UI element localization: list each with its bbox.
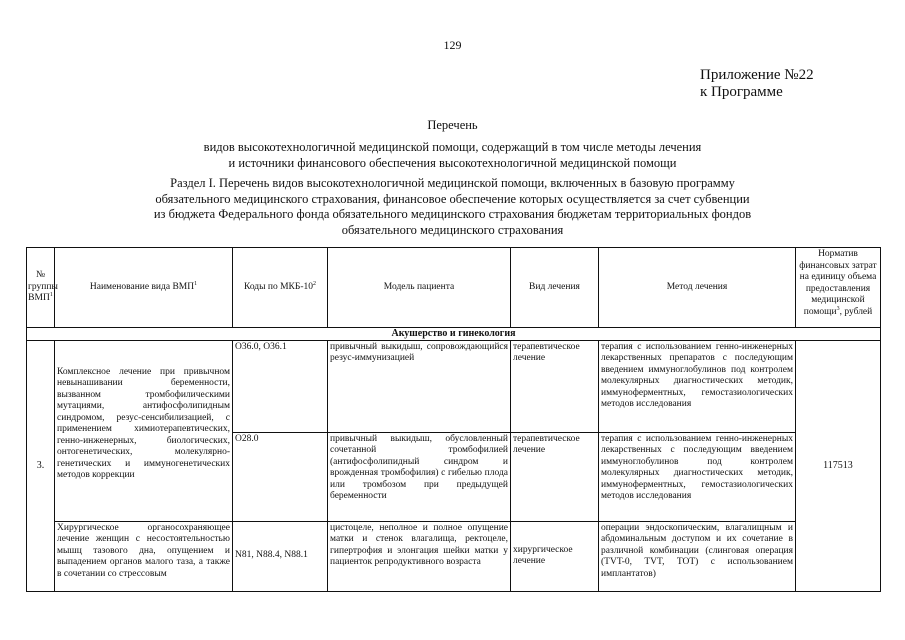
treatment-method-cell: терапия с использованием генно-инженерных лекарственных препаратов с последующим введением иммуноглобулинов под контролем молекулярных диагностических методик, иммуноферментных, гемостазиологических методов исследования bbox=[599, 340, 796, 432]
section-heading-line: из бюджета Федерального фонда обязательного медицинского страхования бюджетам территориальных фондов bbox=[153, 207, 752, 221]
header-treatment-method: Метод лечения bbox=[599, 248, 796, 328]
page-number: 129 bbox=[443, 38, 462, 52]
table-row bbox=[27, 340, 881, 432]
icd-codes-cell: O28.0 bbox=[233, 432, 328, 521]
vmp-name-cell: Хирургическое органосохраняющее лечение женщин с несостоятельностью мышц тазового дна, опущением и выпадением органов малого таза, а также в сочетании со стрессовым bbox=[55, 521, 233, 591]
icd-codes-cell: O36.0, O36.1 bbox=[233, 340, 328, 432]
table-header-row bbox=[27, 248, 881, 328]
cost-norm-value: 117513 bbox=[796, 340, 881, 591]
appendix-header bbox=[700, 67, 814, 101]
patient-model-cell: привычный выкидыш, обусловленный сочетанной тромбофилией (антифосфолипидный синдром и врожденная тромбофилия) с гибелью плода или тромбозом при предыдущей беременности bbox=[328, 432, 511, 521]
table-section-row bbox=[27, 328, 881, 341]
document-subtitle bbox=[0, 140, 905, 171]
header-treatment-type: Вид лечения bbox=[511, 248, 599, 328]
table-row bbox=[27, 521, 881, 591]
treatment-method-cell: операции эндоскопическим, влагалищным и абдоминальным доступом и их сочетание в различной комбинации (слинговая операция (TVT-0, TVT, TOT) с использованием имплантатов) bbox=[599, 521, 796, 591]
icd-codes-cell: N81, N88.4, N88.1 bbox=[233, 521, 328, 591]
group-number: 3. bbox=[27, 340, 55, 591]
section-heading-line: обязательного медицинского страхования, финансовое обеспечение которых осуществляется за счет субвенции bbox=[155, 191, 750, 206]
section-row-label: Акушерство и гинекология bbox=[27, 328, 881, 341]
header-group-no: № группы ВМП$^1$ bbox=[27, 248, 55, 328]
header-patient-model: Модель пациента bbox=[328, 248, 511, 328]
header-vmp-name: Наименование вида ВМП$^1$ bbox=[55, 248, 233, 328]
header-icd-codes: Коды по МКБ-$10^2$ bbox=[233, 248, 328, 328]
patient-model-cell: цистоцеле, неполное и полное опущение матки и стенок влагалища, ректоцеле, гипертрофия и элонгация шейки матки у пациенток репродуктивного возраста bbox=[328, 521, 511, 591]
treatment-type-cell: терапевтическое лечение bbox=[511, 340, 599, 432]
appendix-line-1: Приложение №22 bbox=[700, 67, 814, 83]
section-heading bbox=[0, 176, 905, 238]
section-heading-line: обязательного медицинского страхования bbox=[341, 222, 564, 237]
section-heading-line: Раздел I. Перечень видов высокотехнологичной медицинской помощи, включенных в базовую программу bbox=[170, 176, 735, 190]
patient-model-cell: привычный выкидыш, сопровождающийся резус-иммунизацией bbox=[328, 340, 511, 432]
appendix-line-2: к Программе bbox=[700, 84, 783, 100]
vmp-name-cell: Комплексное лечение при привычном невынашивании беременности, вызванном тромбофилическими мутациями, антифосфолипидным синдромом, резус-сенсибилизацией, с применением химиотерапевтических, генно-инженерных, биологических, онтогенетических, молекулярно-генетических и иммуногенетических методов коррекции bbox=[55, 340, 233, 521]
subtitle-line: и источники финансового обеспечения высокотехнологичной медицинской помощи bbox=[228, 155, 677, 170]
treatment-method-cell: терапия с использованием генно-инженерных лекарственных с последующим введением иммуноглобулинов под контролем молекулярных диагностических методик, иммуноферментных, гемостазиологических методов исследования bbox=[599, 432, 796, 521]
vmp-table bbox=[26, 247, 881, 592]
treatment-type-cell: хирургическое лечение bbox=[511, 521, 599, 591]
header-cost-norm: Норматив финансовых затрат на единицу объема предоставления медицинской помощи$^3$, рублей bbox=[796, 248, 881, 328]
document-title: Перечень bbox=[427, 118, 478, 132]
subtitle-line: видов высокотехнологичной медицинской помощи, содержащий в том числе методы лечения bbox=[203, 140, 702, 154]
treatment-type-cell: терапевтическое лечение bbox=[511, 432, 599, 521]
